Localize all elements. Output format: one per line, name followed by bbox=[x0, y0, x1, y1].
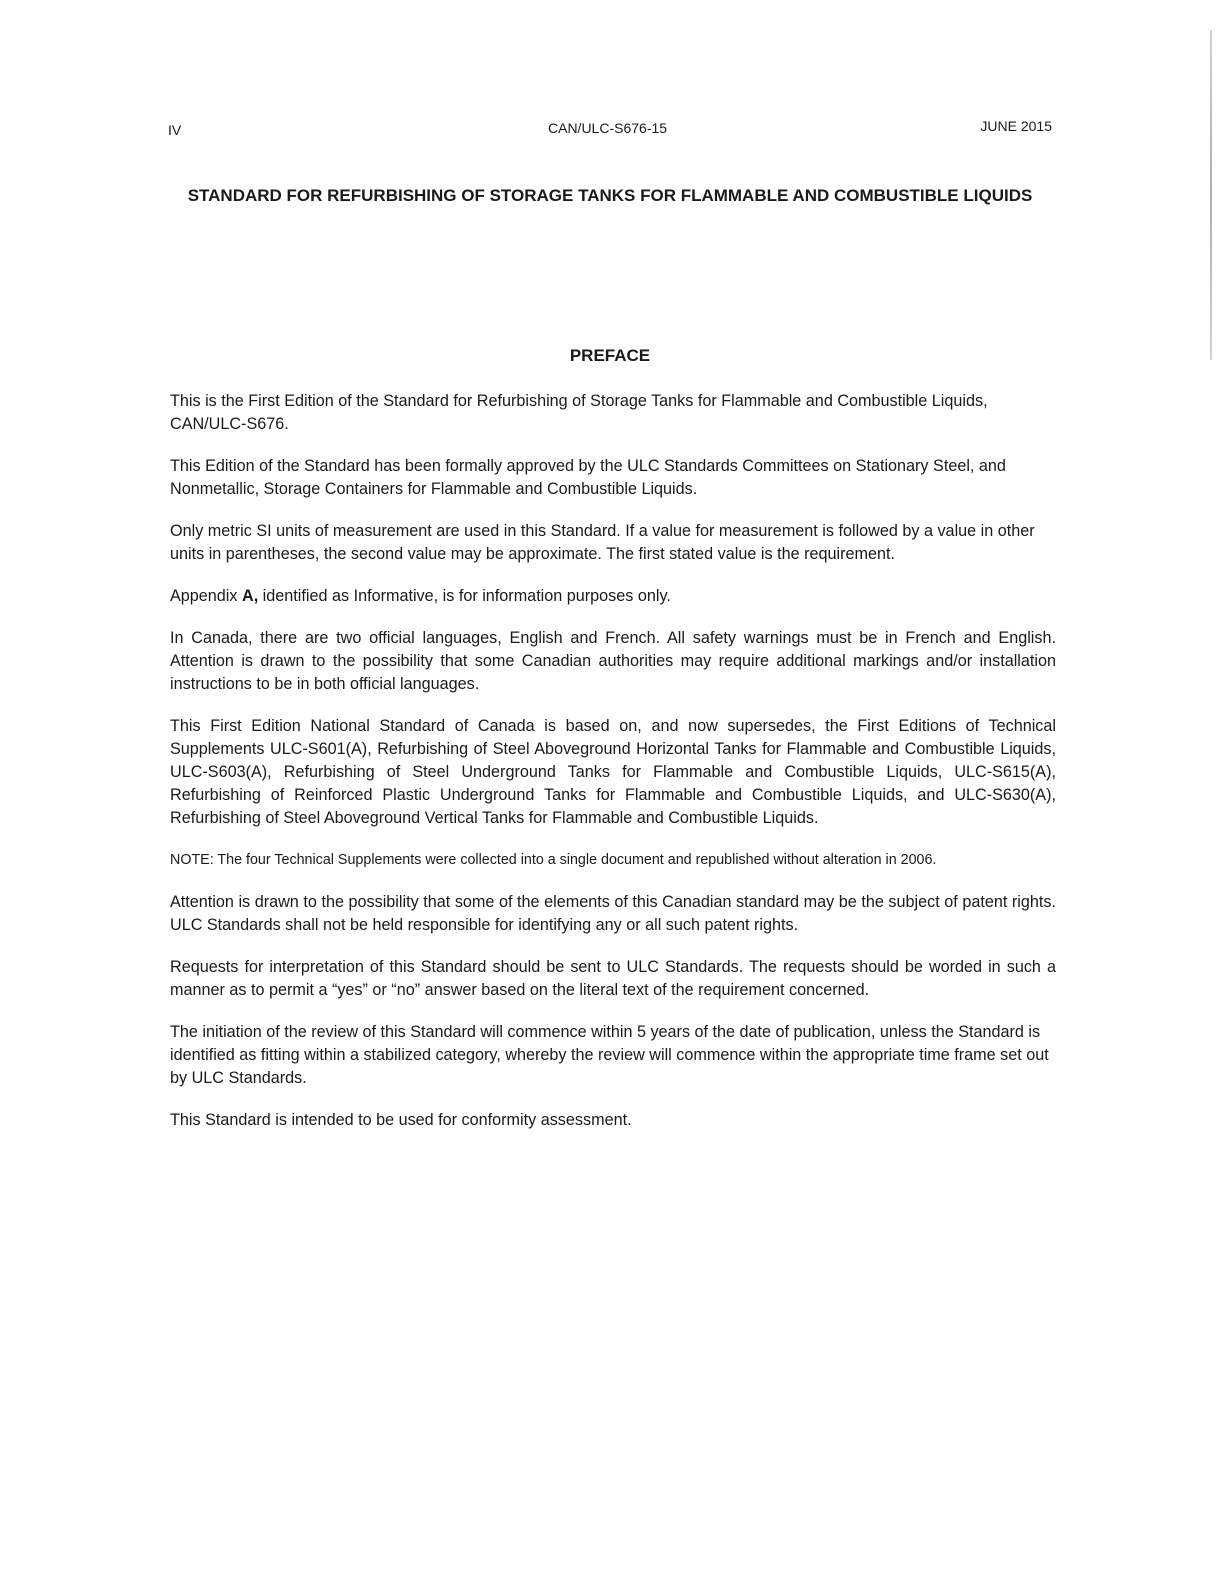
header-date: JUNE 2015 bbox=[980, 118, 1052, 134]
paragraph-appendix bbox=[170, 585, 1056, 608]
paragraph-patent-rights: Attention is drawn to the possibility that some of the elements of this Canadian standard may be the subject of patent rights. ULC Standards shall not be held responsible for identifying any or all such patent rights. bbox=[170, 893, 1056, 934]
document-title: STANDARD FOR REFURBISHING OF STORAGE TANKS FOR FLAMMABLE AND COMBUSTIBLE LIQUIDS bbox=[187, 186, 1033, 205]
header-document-id: CAN/ULC-S676-15 bbox=[548, 120, 668, 136]
preface-body bbox=[170, 390, 1056, 1151]
paragraph-official-languages: In Canada, there are two official languages, English and French. All safety warnings must be in French and English. Attention is drawn to the possibility that some Canadian authorities may require additional markings and/or installation instructions to be in both official languages. bbox=[170, 629, 1056, 693]
section-heading-preface: PREFACE bbox=[569, 346, 651, 365]
paragraph-supersedes: This First Edition National Standard of Canada is based on, and now supersedes, the First Editions of Technical Supplements ULC-S601(A), Refurbishing of Steel Aboveground Horizontal Tanks for Flammable and Combustible Liquids, ULC-S603(A), Refurbishing of Steel Underground Tanks for Flammable and Combustible Liquids, ULC-S615(A), Refurbishing of Reinforced Plastic Underground Tanks for Flammable and Combustible Liquids, and ULC-S630(A), Refurbishing of Steel Aboveground Vertical Tanks for Flammable and Combustible Liquids. bbox=[170, 717, 1056, 827]
appendix-letter: A, bbox=[242, 587, 259, 605]
paragraph-interpretation: Requests for interpretation of this Standard should be sent to ULC Standards. The requests should be worded in such a manner as to permit a “yes” or “no” answer based on the literal text of the requirement concerned. bbox=[170, 958, 1056, 999]
header-page-number: IV bbox=[168, 122, 182, 138]
running-header bbox=[168, 118, 1052, 138]
scan-edge-artifact bbox=[1210, 30, 1212, 360]
paragraph-conformity: This Standard is intended to be used for conformity assessment. bbox=[170, 1111, 632, 1129]
paragraph-note: NOTE: The four Technical Supplements were collected into a single document and republished without alteration in 2006. bbox=[170, 852, 937, 868]
paragraph-review: The initiation of the review of this Standard will commence within 5 years of the date of publication, unless the Standard is identified as fitting within a stabilized category, whereby the review will commence within the appropriate time frame set out by ULC Standards. bbox=[170, 1023, 1049, 1087]
paragraph-approval: This Edition of the Standard has been formally approved by the ULC Standards Committees on Stationary Steel, and Nonmetallic, Storage Containers for Flammable and Combustible Liquids. bbox=[170, 457, 1006, 498]
appendix-text-before: Appendix bbox=[170, 587, 242, 605]
paragraph-first-edition: This is the First Edition of the Standard for Refurbishing of Storage Tanks for Flammable and Combustible Liquids, CAN/ULC-S676. bbox=[170, 392, 988, 433]
paragraph-metric-units: Only metric SI units of measurement are used in this Standard. If a value for measurement is followed by a value in other units in parentheses, the second value may be approximate. The first stated value is the requirement. bbox=[170, 522, 1035, 563]
appendix-text-after: identified as Informative, is for information purposes only. bbox=[258, 587, 671, 605]
